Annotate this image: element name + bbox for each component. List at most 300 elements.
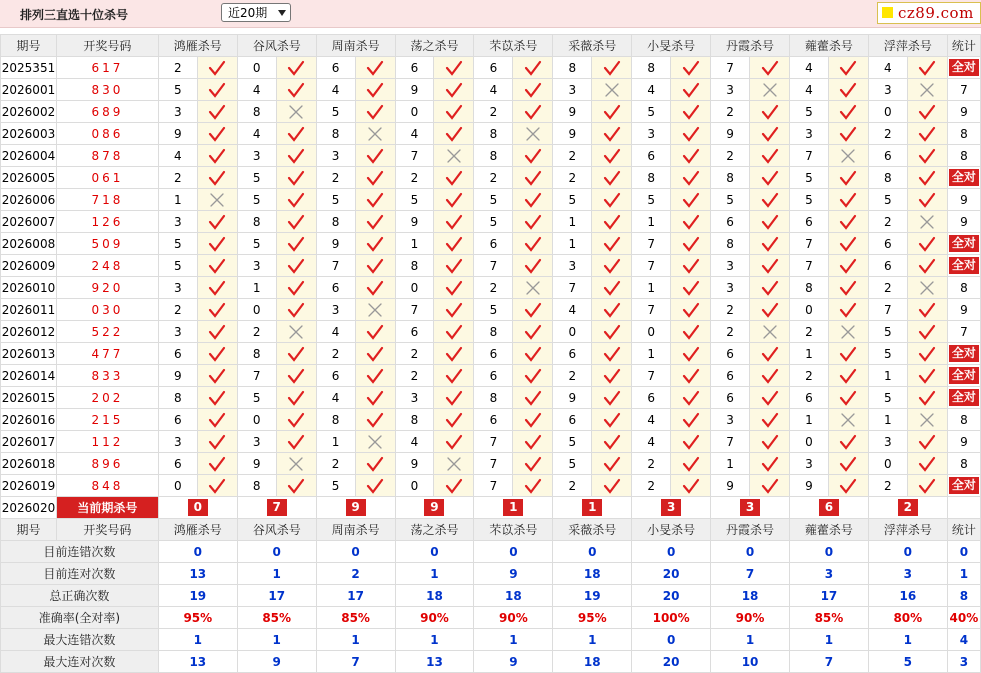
kill-number-cell: 2 <box>711 145 750 167</box>
check-icon <box>761 258 779 274</box>
draw-number-cell: 061 <box>56 167 158 189</box>
result-cell <box>276 387 316 409</box>
check-icon <box>761 478 779 494</box>
kill-number-cell: 2 <box>632 453 671 475</box>
result-cell <box>592 211 632 233</box>
draw-number-cell: 030 <box>56 299 158 321</box>
result-cell <box>513 79 553 101</box>
summary-value: 17 <box>789 585 868 607</box>
summary-value: 10 <box>711 651 790 673</box>
stat-cell: 8 <box>947 123 980 145</box>
check-icon <box>682 478 700 494</box>
check-icon <box>603 280 621 296</box>
result-cell <box>671 211 711 233</box>
draw-number-cell: 522 <box>56 321 158 343</box>
summary-row <box>1 563 981 585</box>
kill-number-cell: 5 <box>474 189 513 211</box>
summary-value: 3 <box>789 563 868 585</box>
result-cell <box>276 475 316 497</box>
kill-number-cell: 7 <box>711 431 750 453</box>
kill-number-cell: 0 <box>632 321 671 343</box>
kill-number-cell: 8 <box>237 101 276 123</box>
kill-number-cell: 6 <box>474 57 513 79</box>
kill-number-cell: 2 <box>868 475 907 497</box>
kill-number-cell: 3 <box>237 255 276 277</box>
period-cell: 2026014 <box>1 365 57 387</box>
check-icon <box>761 192 779 208</box>
kill-number-cell: 8 <box>237 343 276 365</box>
result-cell <box>276 189 316 211</box>
kill-number-cell: 3 <box>711 277 750 299</box>
result-cell <box>197 211 237 233</box>
kill-number-cell: 1 <box>632 343 671 365</box>
kill-number-cell: 5 <box>789 189 828 211</box>
result-cell <box>513 453 553 475</box>
check-icon <box>682 126 700 142</box>
result-cell <box>750 475 790 497</box>
check-icon <box>208 126 226 142</box>
header-expert: 周南杀号 <box>316 35 395 57</box>
header-period: 期号 <box>1 35 57 57</box>
result-cell <box>828 387 868 409</box>
result-cell <box>434 167 474 189</box>
result-cell <box>671 101 711 123</box>
stat-cell: 8 <box>947 453 980 475</box>
result-cell <box>434 299 474 321</box>
summary-value: 18 <box>395 585 474 607</box>
kill-number-cell: 3 <box>789 123 828 145</box>
table-row <box>1 101 981 123</box>
result-cell <box>592 453 632 475</box>
result-cell <box>434 123 474 145</box>
table-row <box>1 189 981 211</box>
result-cell <box>828 431 868 453</box>
table-row <box>1 211 981 233</box>
table-row <box>1 475 981 497</box>
check-icon <box>839 170 857 186</box>
check-icon <box>761 302 779 318</box>
kill-number-cell: 6 <box>789 211 828 233</box>
result-cell <box>750 431 790 453</box>
kill-number-cell: 8 <box>316 211 355 233</box>
summary-value: 1 <box>868 629 947 651</box>
kill-number-cell: 0 <box>395 101 434 123</box>
check-icon <box>287 126 305 142</box>
summary-row <box>1 541 981 563</box>
kill-number-cell: 3 <box>789 453 828 475</box>
check-icon <box>682 412 700 428</box>
check-icon <box>918 60 936 76</box>
result-cell <box>592 255 632 277</box>
result-cell <box>750 409 790 431</box>
kill-number-cell: 8 <box>632 57 671 79</box>
period-select[interactable] <box>221 3 291 22</box>
draw-number-cell: 833 <box>56 365 158 387</box>
stat-cell: 9 <box>947 299 980 321</box>
check-icon <box>287 258 305 274</box>
kill-number-cell: 7 <box>789 145 828 167</box>
kill-number-cell: 2 <box>316 453 355 475</box>
kill-number-cell: 6 <box>474 409 513 431</box>
kill-number-cell: 9 <box>316 233 355 255</box>
all-correct-badge: 全对 <box>949 477 979 494</box>
result-cell <box>828 475 868 497</box>
result-cell <box>907 387 947 409</box>
check-icon <box>918 126 936 142</box>
result-cell <box>434 233 474 255</box>
current-kill-cell <box>316 497 395 519</box>
result-cell <box>355 387 395 409</box>
kill-number-cell: 2 <box>711 299 750 321</box>
kill-number-cell: 6 <box>316 57 355 79</box>
result-cell <box>671 145 711 167</box>
kill-number-cell: 5 <box>789 167 828 189</box>
header-expert: 鸿雁杀号 <box>158 35 237 57</box>
kill-number-cell: 4 <box>789 57 828 79</box>
cross-icon <box>287 104 305 120</box>
kill-number-cell: 2 <box>553 145 592 167</box>
result-cell <box>434 277 474 299</box>
check-icon <box>839 126 857 142</box>
kill-number-cell: 0 <box>395 475 434 497</box>
chevron-down-icon <box>278 10 286 16</box>
result-cell <box>355 365 395 387</box>
kill-number-cell: 2 <box>474 277 513 299</box>
result-cell <box>355 101 395 123</box>
check-icon <box>761 214 779 230</box>
check-icon <box>445 258 463 274</box>
stat-cell: 7 <box>947 79 980 101</box>
cross-icon <box>839 148 857 164</box>
result-cell <box>907 365 947 387</box>
check-icon <box>918 434 936 450</box>
current-kill-cell <box>553 497 632 519</box>
kill-number-cell: 7 <box>395 299 434 321</box>
current-stat-cell <box>947 497 980 519</box>
kill-number-cell: 6 <box>711 211 750 233</box>
result-cell <box>592 101 632 123</box>
summary-stat: 3 <box>947 651 980 673</box>
site-logo[interactable] <box>877 2 981 24</box>
kill-number-cell: 7 <box>474 431 513 453</box>
period-cell: 2026006 <box>1 189 57 211</box>
check-icon <box>208 390 226 406</box>
current-period-cell: 2026020 <box>1 497 57 519</box>
kill-number-cell: 5 <box>158 233 197 255</box>
result-cell <box>828 101 868 123</box>
current-kill-cell <box>711 497 790 519</box>
result-cell <box>355 255 395 277</box>
result-cell <box>671 475 711 497</box>
result-cell <box>197 57 237 79</box>
result-cell <box>434 365 474 387</box>
check-icon <box>682 434 700 450</box>
kill-number-cell: 3 <box>395 387 434 409</box>
kill-number-cell: 3 <box>316 299 355 321</box>
header-expert: 鸿雁杀号 <box>158 519 237 541</box>
check-icon <box>603 346 621 362</box>
summary-value: 13 <box>395 651 474 673</box>
kill-number-cell: 5 <box>632 101 671 123</box>
check-icon <box>918 390 936 406</box>
result-cell <box>750 211 790 233</box>
summary-label: 目前连错次数 <box>1 541 159 563</box>
result-cell <box>907 255 947 277</box>
check-icon <box>524 412 542 428</box>
period-cell: 2026002 <box>1 101 57 123</box>
summary-value: 18 <box>553 563 632 585</box>
kill-number-cell: 7 <box>316 255 355 277</box>
kill-number-cell: 1 <box>395 233 434 255</box>
kill-number-cell: 2 <box>553 365 592 387</box>
kill-number-cell: 5 <box>632 189 671 211</box>
result-cell <box>197 277 237 299</box>
check-icon <box>603 214 621 230</box>
table-row <box>1 299 981 321</box>
kill-number-cell: 3 <box>237 145 276 167</box>
result-cell <box>750 321 790 343</box>
check-icon <box>603 258 621 274</box>
check-icon <box>918 478 936 494</box>
check-icon <box>918 170 936 186</box>
period-cell: 2026017 <box>1 431 57 453</box>
kill-number-cell: 2 <box>316 167 355 189</box>
kill-number-cell: 6 <box>553 343 592 365</box>
check-icon <box>366 280 384 296</box>
stat-cell: 9 <box>947 211 980 233</box>
kill-number-cell: 4 <box>868 57 907 79</box>
result-cell <box>750 299 790 321</box>
check-icon <box>524 478 542 494</box>
kill-number-cell: 2 <box>632 475 671 497</box>
result-cell <box>434 101 474 123</box>
check-icon <box>918 302 936 318</box>
check-icon <box>918 148 936 164</box>
result-cell <box>513 211 553 233</box>
check-icon <box>366 192 384 208</box>
check-icon <box>918 456 936 472</box>
kill-number-cell: 9 <box>711 475 750 497</box>
current-kill-value: 2 <box>898 499 918 516</box>
result-cell <box>592 409 632 431</box>
period-cell: 2026012 <box>1 321 57 343</box>
kill-table <box>0 34 981 673</box>
check-icon <box>366 412 384 428</box>
draw-number-cell: 617 <box>56 57 158 79</box>
kill-number-cell: 6 <box>316 277 355 299</box>
result-cell <box>276 255 316 277</box>
result-cell <box>197 365 237 387</box>
check-icon <box>682 192 700 208</box>
result-cell <box>434 145 474 167</box>
summary-value: 20 <box>632 651 711 673</box>
result-cell <box>513 123 553 145</box>
check-icon <box>682 60 700 76</box>
result-cell <box>513 145 553 167</box>
kill-number-cell: 7 <box>789 255 828 277</box>
check-icon <box>445 368 463 384</box>
check-icon <box>603 302 621 318</box>
stat-cell <box>947 233 980 255</box>
summary-value: 85% <box>316 607 395 629</box>
summary-label: 目前连对次数 <box>1 563 159 585</box>
kill-number-cell: 4 <box>553 299 592 321</box>
result-cell <box>434 343 474 365</box>
check-icon <box>839 434 857 450</box>
check-icon <box>445 60 463 76</box>
result-cell <box>355 321 395 343</box>
cross-icon <box>208 192 226 208</box>
kill-number-cell: 1 <box>553 233 592 255</box>
check-icon <box>839 456 857 472</box>
check-icon <box>918 192 936 208</box>
result-cell <box>513 57 553 79</box>
current-label-cell: 当前期杀号 <box>56 497 158 519</box>
kill-number-cell: 0 <box>237 409 276 431</box>
result-cell <box>592 57 632 79</box>
header-stat: 统计 <box>947 519 980 541</box>
period-cell: 2026001 <box>1 79 57 101</box>
cross-icon <box>366 434 384 450</box>
check-icon <box>287 170 305 186</box>
summary-value: 0 <box>711 541 790 563</box>
kill-number-cell: 7 <box>868 299 907 321</box>
kill-number-cell: 5 <box>553 431 592 453</box>
header-expert: 荡之杀号 <box>395 519 474 541</box>
check-icon <box>208 280 226 296</box>
result-cell <box>907 343 947 365</box>
check-icon <box>682 390 700 406</box>
summary-value: 19 <box>553 585 632 607</box>
summary-value: 7 <box>316 651 395 673</box>
current-kill-value: 6 <box>819 499 839 516</box>
check-icon <box>918 258 936 274</box>
result-cell <box>592 233 632 255</box>
result-cell <box>276 57 316 79</box>
result-cell <box>592 431 632 453</box>
result-cell <box>750 255 790 277</box>
check-icon <box>761 170 779 186</box>
kill-number-cell: 9 <box>395 79 434 101</box>
check-icon <box>366 60 384 76</box>
check-icon <box>366 478 384 494</box>
check-icon <box>839 346 857 362</box>
result-cell <box>197 387 237 409</box>
kill-number-cell: 8 <box>395 409 434 431</box>
result-cell <box>355 145 395 167</box>
check-icon <box>603 390 621 406</box>
result-cell <box>592 277 632 299</box>
result-cell <box>513 233 553 255</box>
table-row <box>1 167 981 189</box>
period-cell: 2026015 <box>1 387 57 409</box>
check-icon <box>524 148 542 164</box>
result-cell <box>276 167 316 189</box>
result-cell <box>434 453 474 475</box>
result-cell <box>907 431 947 453</box>
result-cell <box>828 123 868 145</box>
kill-number-cell: 3 <box>868 431 907 453</box>
check-icon <box>524 324 542 340</box>
kill-number-cell: 3 <box>158 277 197 299</box>
period-select-value: 近20期 <box>228 6 268 20</box>
kill-number-cell: 1 <box>316 431 355 453</box>
check-icon <box>839 60 857 76</box>
summary-value: 1 <box>395 629 474 651</box>
cross-icon <box>603 82 621 98</box>
check-icon <box>682 324 700 340</box>
kill-number-cell: 5 <box>158 79 197 101</box>
result-cell <box>197 101 237 123</box>
kill-number-cell: 2 <box>395 365 434 387</box>
kill-number-cell: 8 <box>474 387 513 409</box>
current-kill-value: 1 <box>582 499 602 516</box>
result-cell <box>828 409 868 431</box>
kill-number-cell: 8 <box>474 145 513 167</box>
header-expert: 丹霞杀号 <box>711 35 790 57</box>
kill-number-cell: 3 <box>237 431 276 453</box>
kill-number-cell: 4 <box>395 123 434 145</box>
check-icon <box>445 126 463 142</box>
check-icon <box>839 192 857 208</box>
check-icon <box>603 412 621 428</box>
header-expert: 小旻杀号 <box>632 35 711 57</box>
summary-row <box>1 585 981 607</box>
check-icon <box>366 324 384 340</box>
summary-value: 18 <box>711 585 790 607</box>
check-icon <box>603 236 621 252</box>
summary-value: 17 <box>316 585 395 607</box>
kill-number-cell: 8 <box>632 167 671 189</box>
stat-cell <box>947 255 980 277</box>
summary-value: 0 <box>632 629 711 651</box>
check-icon <box>366 214 384 230</box>
summary-row <box>1 607 981 629</box>
result-cell <box>513 431 553 453</box>
result-cell <box>434 79 474 101</box>
cross-icon <box>761 324 779 340</box>
result-cell <box>671 57 711 79</box>
kill-number-cell: 6 <box>474 233 513 255</box>
kill-number-cell: 0 <box>868 453 907 475</box>
result-cell <box>671 277 711 299</box>
result-cell <box>197 431 237 453</box>
result-cell <box>355 123 395 145</box>
result-cell <box>750 453 790 475</box>
cross-icon <box>445 456 463 472</box>
result-cell <box>197 167 237 189</box>
header-expert: 周南杀号 <box>316 519 395 541</box>
result-cell <box>355 343 395 365</box>
kill-number-cell: 3 <box>868 79 907 101</box>
check-icon <box>287 478 305 494</box>
summary-value: 16 <box>868 585 947 607</box>
check-icon <box>445 478 463 494</box>
stat-cell <box>947 475 980 497</box>
kill-number-cell: 1 <box>237 277 276 299</box>
check-icon <box>839 104 857 120</box>
result-cell <box>513 365 553 387</box>
header-expert: 芣苡杀号 <box>474 35 553 57</box>
all-correct-badge: 全对 <box>949 59 979 76</box>
draw-number-cell: 896 <box>56 453 158 475</box>
result-cell <box>355 453 395 475</box>
summary-value: 7 <box>789 651 868 673</box>
summary-value: 3 <box>868 563 947 585</box>
all-correct-badge: 全对 <box>949 367 979 384</box>
kill-number-cell: 5 <box>237 189 276 211</box>
summary-value: 20 <box>632 563 711 585</box>
